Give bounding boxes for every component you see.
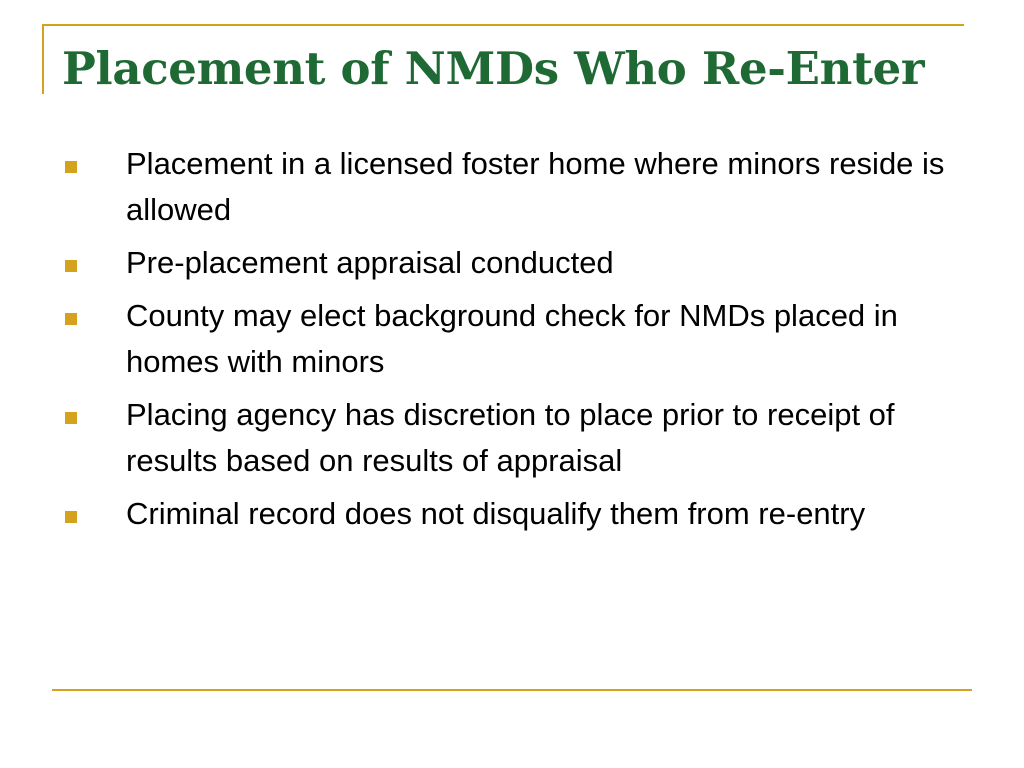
slide-title: Placement of NMDs Who Re-Enter [62, 42, 925, 95]
bullet-item [62, 141, 962, 233]
square-bullet-icon [65, 260, 77, 272]
bullet-text: Placement in a licensed foster home where minors reside is allowed [126, 146, 945, 227]
bullet-item [62, 392, 962, 484]
title-frame-top-line [42, 24, 964, 26]
bullet-text: County may elect background check for NMDs placed in homes with minors [126, 298, 898, 379]
title-frame-left-line [42, 24, 44, 94]
square-bullet-icon [65, 412, 77, 424]
square-bullet-icon [65, 511, 77, 523]
bullet-list [62, 141, 962, 544]
footer-divider-line [52, 689, 972, 691]
square-bullet-icon [65, 161, 77, 173]
bullet-item [62, 293, 962, 385]
square-bullet-icon [65, 313, 77, 325]
bullet-text: Placing agency has discretion to place prior to receipt of results based on results of appraisal [126, 397, 895, 478]
bullet-item [62, 240, 962, 286]
bullet-item [62, 491, 962, 537]
bullet-text: Criminal record does not disqualify them from re-entry [126, 496, 866, 531]
bullet-text: Pre-placement appraisal conducted [126, 245, 614, 280]
